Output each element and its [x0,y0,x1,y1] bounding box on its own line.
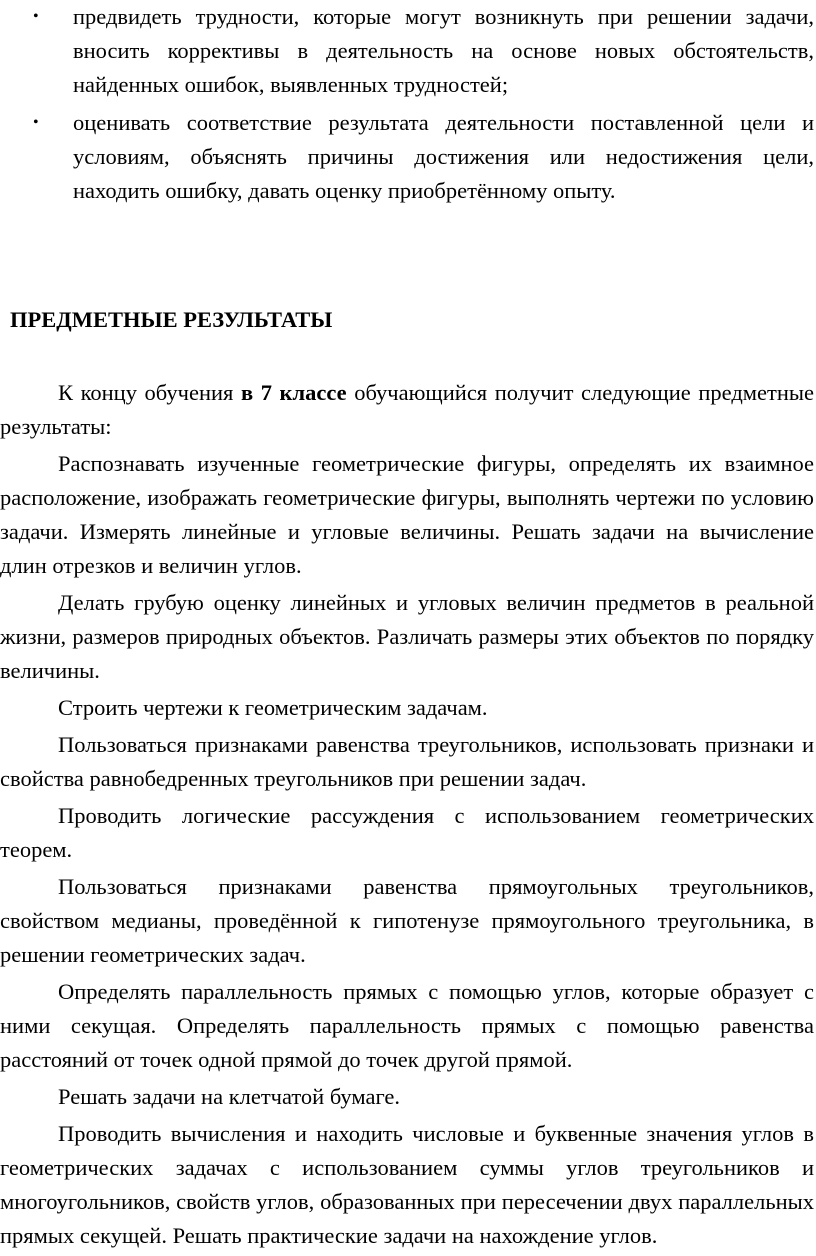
intro-grade-bold: в 7 классе [240,380,347,405]
bullet-marker: • [33,8,39,25]
bullet-list [0,0,814,208]
paragraph: Определять параллельность прямых с помощью углов, которые образует с ними секущая. Определять параллельность прямых с помощью равенства расстояний от точек одной прямой до точек другой прямой. [0,979,814,1072]
body-text [0,376,814,1256]
paragraph: Пользоваться признаками равенства треугольников, использовать признаки и свойства равнобедренных треугольников при решении задач. [0,732,814,791]
list-item [0,106,814,208]
bullet-marker: • [33,114,39,131]
paragraph: Пользоваться признаками равенства прямоугольных треугольников, свойством медианы, проведённой к гипотенузе прямоугольного треугольника, в решении геометрических задач. [0,874,814,967]
paragraph: Проводить логические рассуждения с использованием геометрических теорем. [0,803,814,862]
paragraph: Строить чертежи к геометрическим задачам. [58,695,488,720]
list-item-text: оценивать соответствие результата деятельности поставленной цели и условиям, объяснять причины достижения или недостижения цели, находить ошибку, давать оценку приобретённому опыту. [73,110,814,203]
paragraph: Проводить вычисления и находить числовые и буквенные значения углов в геометрических задачах с использованием суммы углов треугольников и многоугольников, свойств углов, образованных при пересечении двух параллельных прямых секущей. Решать практические задачи на нахождение углов. [0,1121,814,1248]
intro-paragraph [0,376,814,444]
paragraph: Решать задачи на клетчатой бумаге. [58,1084,401,1109]
list-item-text: предвидеть трудности, которые могут возникнуть при решении задачи, вносить коррективы в деятельность на основе новых обстоятельств, найденных ошибок, выявленных трудностей; [73,4,814,97]
intro-text-after: обучающийся получит следующие предметные результаты: [0,380,814,439]
section-title: ПРЕДМЕТНЫЕ РЕЗУЛЬТАТЫ [10,307,333,332]
list-item [0,0,814,102]
paragraph: Делать грубую оценку линейных и угловых величин предметов в реальной жизни, размеров природных объектов. Различать размеры этих объектов по порядку величины. [0,590,814,683]
paragraph: Распознавать изученные геометрические фигуры, определять их взаимное расположение, изображать геометрические фигуры, выполнять чертежи по условию задачи. Измерять линейные и угловые величины. Решать задачи на вычисление длин отрезков и величин углов. [0,451,814,578]
intro-text-before: К концу обучения [58,380,241,405]
